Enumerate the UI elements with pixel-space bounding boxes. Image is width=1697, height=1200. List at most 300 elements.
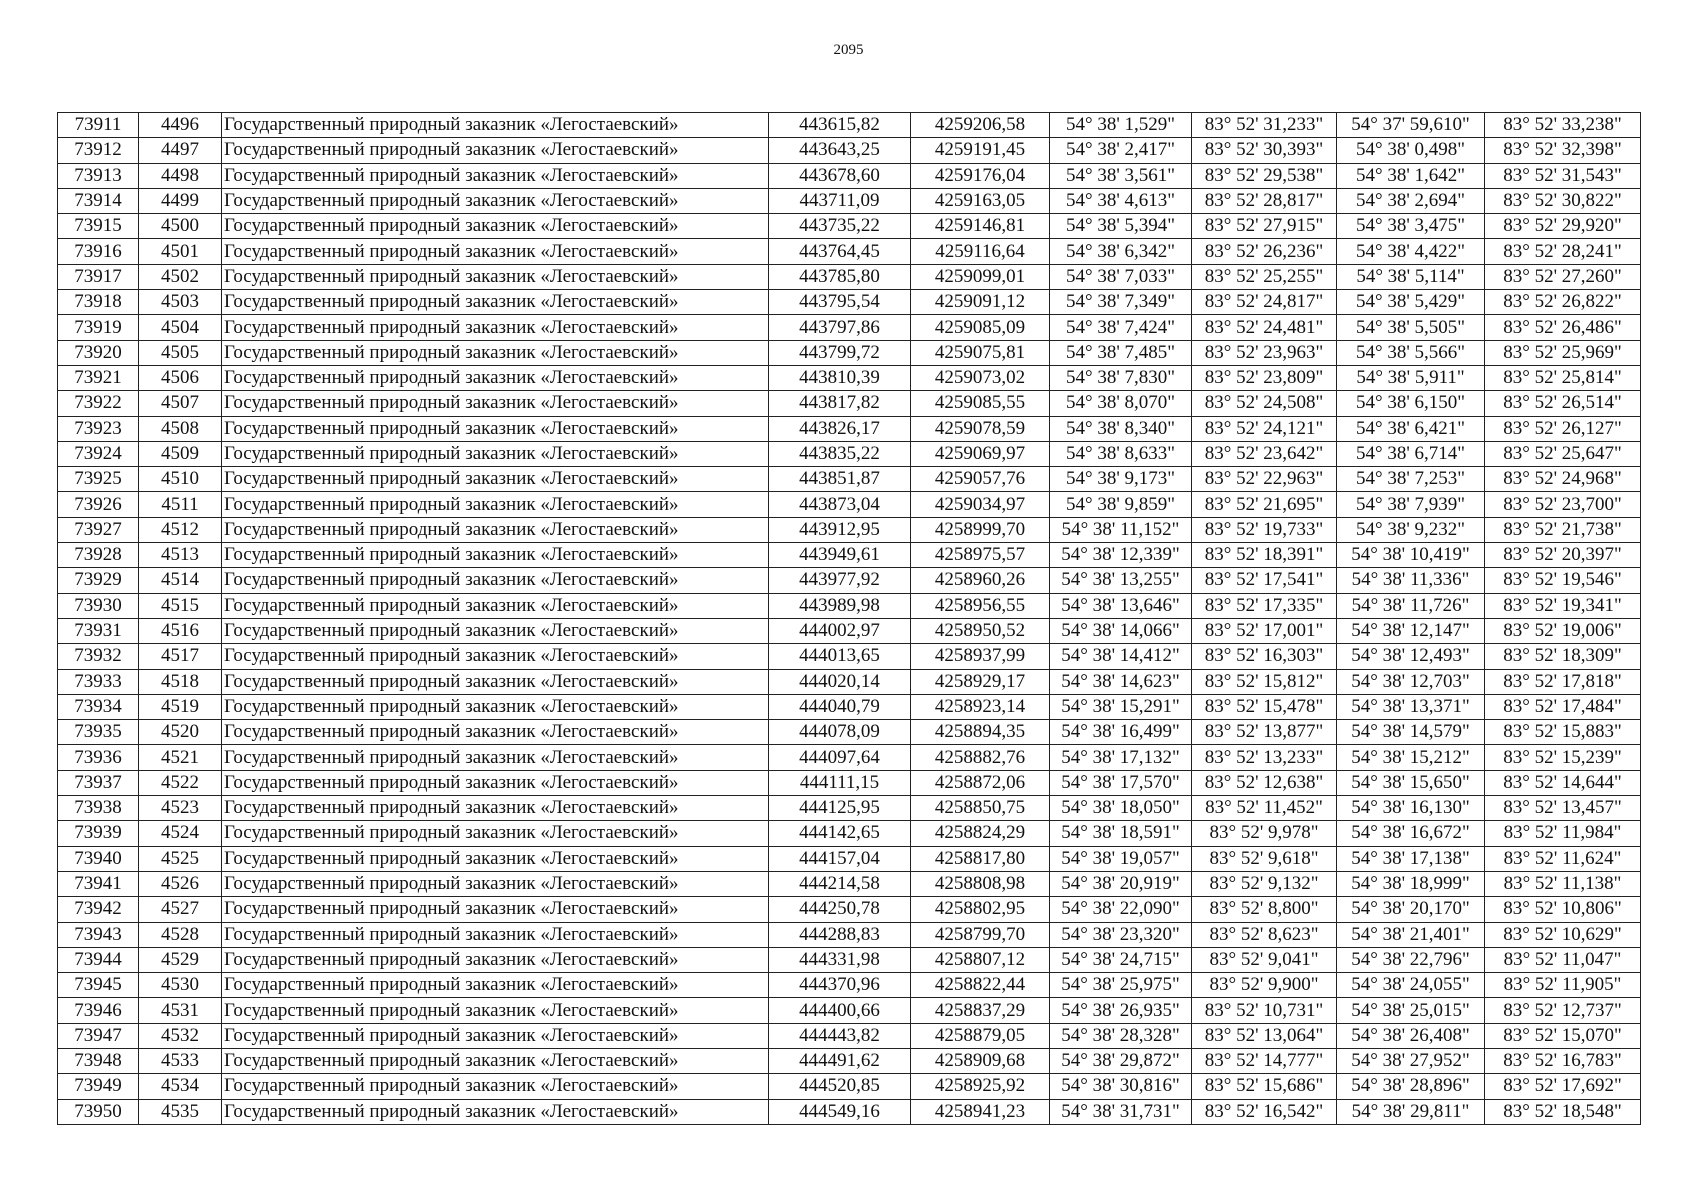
- latitude-1-cell: 54° 38' 24,715": [1050, 947, 1192, 972]
- x-coordinate-cell: 443711,09: [769, 188, 911, 213]
- point-number-cell: 4528: [139, 922, 222, 947]
- name-cell: Государственный природный заказник «Легостаевский»: [222, 593, 769, 618]
- row-number-cell: 73936: [58, 745, 139, 770]
- x-coordinate-cell: 444250,78: [769, 897, 911, 922]
- x-coordinate-cell: 443764,45: [769, 239, 911, 264]
- name-cell: Государственный природный заказник «Легостаевский»: [222, 517, 769, 542]
- name-cell: Государственный природный заказник «Легостаевский»: [222, 998, 769, 1023]
- longitude-2-cell: 83° 52' 18,548": [1485, 1099, 1641, 1124]
- row-number-cell: 73929: [58, 568, 139, 593]
- x-coordinate-cell: 444400,66: [769, 998, 911, 1023]
- row-number-cell: 73933: [58, 669, 139, 694]
- latitude-1-cell: 54° 38' 7,830": [1050, 365, 1192, 390]
- latitude-1-cell: 54° 38' 14,066": [1050, 618, 1192, 643]
- x-coordinate-cell: 443977,92: [769, 568, 911, 593]
- row-number-cell: 73925: [58, 467, 139, 492]
- name-cell: Государственный природный заказник «Легостаевский»: [222, 163, 769, 188]
- latitude-2-cell: 54° 38' 6,421": [1337, 416, 1485, 441]
- name-cell: Государственный природный заказник «Легостаевский»: [222, 720, 769, 745]
- longitude-2-cell: 83° 52' 28,241": [1485, 239, 1641, 264]
- y-coordinate-cell: 4258808,98: [911, 871, 1050, 896]
- longitude-1-cell: 83° 52' 23,963": [1192, 340, 1337, 365]
- point-number-cell: 4501: [139, 239, 222, 264]
- y-coordinate-cell: 4258807,12: [911, 947, 1050, 972]
- longitude-2-cell: 83° 52' 26,127": [1485, 416, 1641, 441]
- point-number-cell: 4500: [139, 214, 222, 239]
- point-number-cell: 4502: [139, 264, 222, 289]
- point-number-cell: 4512: [139, 517, 222, 542]
- y-coordinate-cell: 4258925,92: [911, 1074, 1050, 1099]
- latitude-2-cell: 54° 38' 5,114": [1337, 264, 1485, 289]
- x-coordinate-cell: 444040,79: [769, 694, 911, 719]
- latitude-1-cell: 54° 38' 13,646": [1050, 593, 1192, 618]
- longitude-2-cell: 83° 52' 17,818": [1485, 669, 1641, 694]
- table-row: [58, 391, 1641, 416]
- point-number-cell: 4532: [139, 1023, 222, 1048]
- row-number-cell: 73923: [58, 416, 139, 441]
- y-coordinate-cell: 4259073,02: [911, 365, 1050, 390]
- latitude-1-cell: 54° 38' 19,057": [1050, 846, 1192, 871]
- name-cell: Государственный природный заказник «Легостаевский»: [222, 1048, 769, 1073]
- table-row: [58, 441, 1641, 466]
- table-row: [58, 947, 1641, 972]
- longitude-2-cell: 83° 52' 19,006": [1485, 618, 1641, 643]
- latitude-2-cell: 54° 38' 13,371": [1337, 694, 1485, 719]
- table-row: [58, 644, 1641, 669]
- x-coordinate-cell: 444331,98: [769, 947, 911, 972]
- longitude-1-cell: 83° 52' 16,542": [1192, 1099, 1337, 1124]
- table-row: [58, 517, 1641, 542]
- name-cell: Государственный природный заказник «Легостаевский»: [222, 239, 769, 264]
- x-coordinate-cell: 443989,98: [769, 593, 911, 618]
- longitude-1-cell: 83° 52' 23,809": [1192, 365, 1337, 390]
- latitude-1-cell: 54° 38' 28,328": [1050, 1023, 1192, 1048]
- point-number-cell: 4498: [139, 163, 222, 188]
- point-number-cell: 4517: [139, 644, 222, 669]
- longitude-1-cell: 83° 52' 16,303": [1192, 644, 1337, 669]
- page-number: 2095: [833, 42, 864, 58]
- point-number-cell: 4505: [139, 340, 222, 365]
- latitude-1-cell: 54° 38' 8,070": [1050, 391, 1192, 416]
- y-coordinate-cell: 4259069,97: [911, 441, 1050, 466]
- longitude-1-cell: 83° 52' 14,777": [1192, 1048, 1337, 1073]
- latitude-1-cell: 54° 38' 3,561": [1050, 163, 1192, 188]
- table-row: [58, 163, 1641, 188]
- x-coordinate-cell: 443735,22: [769, 214, 911, 239]
- name-cell: Государственный природный заказник «Легостаевский»: [222, 1023, 769, 1048]
- row-number-cell: 73920: [58, 340, 139, 365]
- table-row: [58, 264, 1641, 289]
- name-cell: Государственный природный заказник «Легостаевский»: [222, 871, 769, 896]
- table-row: [58, 365, 1641, 390]
- point-number-cell: 4508: [139, 416, 222, 441]
- latitude-1-cell: 54° 38' 31,731": [1050, 1099, 1192, 1124]
- point-number-cell: 4497: [139, 138, 222, 163]
- longitude-1-cell: 83° 52' 13,877": [1192, 720, 1337, 745]
- table-row: [58, 593, 1641, 618]
- row-number-cell: 73913: [58, 163, 139, 188]
- coordinates-table: [57, 112, 1641, 1125]
- latitude-2-cell: 54° 38' 26,408": [1337, 1023, 1485, 1048]
- latitude-1-cell: 54° 38' 25,975": [1050, 973, 1192, 998]
- name-cell: Государственный природный заказник «Легостаевский»: [222, 315, 769, 340]
- row-number-cell: 73941: [58, 871, 139, 896]
- y-coordinate-cell: 4258950,52: [911, 618, 1050, 643]
- row-number-cell: 73922: [58, 391, 139, 416]
- longitude-2-cell: 83° 52' 15,883": [1485, 720, 1641, 745]
- latitude-2-cell: 54° 38' 28,896": [1337, 1074, 1485, 1099]
- point-number-cell: 4499: [139, 188, 222, 213]
- name-cell: Государственный природный заказник «Легостаевский»: [222, 947, 769, 972]
- latitude-1-cell: 54° 38' 2,417": [1050, 138, 1192, 163]
- longitude-2-cell: 83° 52' 23,700": [1485, 492, 1641, 517]
- x-coordinate-cell: 444370,96: [769, 973, 911, 998]
- table-row: [58, 467, 1641, 492]
- row-number-cell: 73911: [58, 113, 139, 138]
- x-coordinate-cell: 443949,61: [769, 543, 911, 568]
- row-number-cell: 73914: [58, 188, 139, 213]
- point-number-cell: 4533: [139, 1048, 222, 1073]
- longitude-1-cell: 83° 52' 15,812": [1192, 669, 1337, 694]
- y-coordinate-cell: 4259206,58: [911, 113, 1050, 138]
- latitude-1-cell: 54° 38' 17,570": [1050, 770, 1192, 795]
- row-number-cell: 73934: [58, 694, 139, 719]
- table-row: [58, 214, 1641, 239]
- longitude-2-cell: 83° 52' 10,629": [1485, 922, 1641, 947]
- row-number-cell: 73939: [58, 821, 139, 846]
- longitude-2-cell: 83° 52' 14,644": [1485, 770, 1641, 795]
- x-coordinate-cell: 444111,15: [769, 770, 911, 795]
- x-coordinate-cell: 444020,14: [769, 669, 911, 694]
- table-row: [58, 188, 1641, 213]
- latitude-1-cell: 54° 38' 13,255": [1050, 568, 1192, 593]
- name-cell: Государственный природный заказник «Легостаевский»: [222, 340, 769, 365]
- latitude-1-cell: 54° 38' 16,499": [1050, 720, 1192, 745]
- y-coordinate-cell: 4259075,81: [911, 340, 1050, 365]
- x-coordinate-cell: 443810,39: [769, 365, 911, 390]
- table-row: [58, 290, 1641, 315]
- point-number-cell: 4503: [139, 290, 222, 315]
- latitude-2-cell: 54° 38' 17,138": [1337, 846, 1485, 871]
- longitude-1-cell: 83° 52' 9,132": [1192, 871, 1337, 896]
- latitude-1-cell: 54° 38' 7,424": [1050, 315, 1192, 340]
- longitude-1-cell: 83° 52' 10,731": [1192, 998, 1337, 1023]
- point-number-cell: 4511: [139, 492, 222, 517]
- longitude-1-cell: 83° 52' 23,642": [1192, 441, 1337, 466]
- longitude-1-cell: 83° 52' 17,335": [1192, 593, 1337, 618]
- row-number-cell: 73927: [58, 517, 139, 542]
- longitude-2-cell: 83° 52' 17,484": [1485, 694, 1641, 719]
- y-coordinate-cell: 4258975,57: [911, 543, 1050, 568]
- row-number-cell: 73915: [58, 214, 139, 239]
- latitude-2-cell: 54° 38' 11,336": [1337, 568, 1485, 593]
- x-coordinate-cell: 444142,65: [769, 821, 911, 846]
- y-coordinate-cell: 4258850,75: [911, 796, 1050, 821]
- row-number-cell: 73937: [58, 770, 139, 795]
- latitude-2-cell: 54° 38' 20,170": [1337, 897, 1485, 922]
- point-number-cell: 4525: [139, 846, 222, 871]
- row-number-cell: 73912: [58, 138, 139, 163]
- y-coordinate-cell: 4258999,70: [911, 517, 1050, 542]
- y-coordinate-cell: 4258872,06: [911, 770, 1050, 795]
- y-coordinate-cell: 4259163,05: [911, 188, 1050, 213]
- name-cell: Государственный природный заказник «Легостаевский»: [222, 922, 769, 947]
- latitude-2-cell: 54° 38' 5,429": [1337, 290, 1485, 315]
- point-number-cell: 4535: [139, 1099, 222, 1124]
- name-cell: Государственный природный заказник «Легостаевский»: [222, 290, 769, 315]
- table-row: [58, 1099, 1641, 1124]
- longitude-1-cell: 83° 52' 25,255": [1192, 264, 1337, 289]
- name-cell: Государственный природный заказник «Легостаевский»: [222, 846, 769, 871]
- longitude-2-cell: 83° 52' 11,984": [1485, 821, 1641, 846]
- latitude-1-cell: 54° 38' 14,623": [1050, 669, 1192, 694]
- table-row: [58, 1048, 1641, 1073]
- row-number-cell: 73943: [58, 922, 139, 947]
- x-coordinate-cell: 443835,22: [769, 441, 911, 466]
- table-row: [58, 340, 1641, 365]
- latitude-1-cell: 54° 38' 1,529": [1050, 113, 1192, 138]
- name-cell: Государственный природный заказник «Легостаевский»: [222, 568, 769, 593]
- name-cell: Государственный природный заказник «Легостаевский»: [222, 113, 769, 138]
- latitude-2-cell: 54° 38' 29,811": [1337, 1099, 1485, 1124]
- point-number-cell: 4534: [139, 1074, 222, 1099]
- longitude-1-cell: 83° 52' 17,541": [1192, 568, 1337, 593]
- x-coordinate-cell: 444013,65: [769, 644, 911, 669]
- name-cell: Государственный природный заказник «Легостаевский»: [222, 492, 769, 517]
- point-number-cell: 4520: [139, 720, 222, 745]
- longitude-2-cell: 83° 52' 13,457": [1485, 796, 1641, 821]
- x-coordinate-cell: 444288,83: [769, 922, 911, 947]
- table-row: [58, 1074, 1641, 1099]
- longitude-1-cell: 83° 52' 9,618": [1192, 846, 1337, 871]
- x-coordinate-cell: 443817,82: [769, 391, 911, 416]
- point-number-cell: 4510: [139, 467, 222, 492]
- latitude-1-cell: 54° 38' 29,872": [1050, 1048, 1192, 1073]
- longitude-1-cell: 83° 52' 21,695": [1192, 492, 1337, 517]
- longitude-2-cell: 83° 52' 11,138": [1485, 871, 1641, 896]
- name-cell: Государственный природный заказник «Легостаевский»: [222, 138, 769, 163]
- point-number-cell: 4524: [139, 821, 222, 846]
- name-cell: Государственный природный заказник «Легостаевский»: [222, 1074, 769, 1099]
- y-coordinate-cell: 4258879,05: [911, 1023, 1050, 1048]
- table-row: [58, 669, 1641, 694]
- table-row: [58, 897, 1641, 922]
- latitude-1-cell: 54° 38' 23,320": [1050, 922, 1192, 947]
- latitude-2-cell: 54° 38' 4,422": [1337, 239, 1485, 264]
- longitude-2-cell: 83° 52' 15,070": [1485, 1023, 1641, 1048]
- name-cell: Государственный природный заказник «Легостаевский»: [222, 214, 769, 239]
- name-cell: Государственный природный заказник «Легостаевский»: [222, 188, 769, 213]
- table-row: [58, 315, 1641, 340]
- point-number-cell: 4496: [139, 113, 222, 138]
- y-coordinate-cell: 4258837,29: [911, 998, 1050, 1023]
- latitude-1-cell: 54° 38' 8,633": [1050, 441, 1192, 466]
- name-cell: Государственный природный заказник «Легостаевский»: [222, 416, 769, 441]
- table-row: [58, 720, 1641, 745]
- y-coordinate-cell: 4258941,23: [911, 1099, 1050, 1124]
- x-coordinate-cell: 443912,95: [769, 517, 911, 542]
- y-coordinate-cell: 4259116,64: [911, 239, 1050, 264]
- x-coordinate-cell: 443851,87: [769, 467, 911, 492]
- x-coordinate-cell: 444520,85: [769, 1074, 911, 1099]
- longitude-2-cell: 83° 52' 30,822": [1485, 188, 1641, 213]
- latitude-2-cell: 54° 38' 11,726": [1337, 593, 1485, 618]
- latitude-1-cell: 54° 38' 26,935": [1050, 998, 1192, 1023]
- y-coordinate-cell: 4258956,55: [911, 593, 1050, 618]
- latitude-1-cell: 54° 38' 9,173": [1050, 467, 1192, 492]
- latitude-1-cell: 54° 38' 6,342": [1050, 239, 1192, 264]
- latitude-2-cell: 54° 38' 10,419": [1337, 543, 1485, 568]
- latitude-1-cell: 54° 38' 20,919": [1050, 871, 1192, 896]
- longitude-1-cell: 83° 52' 24,817": [1192, 290, 1337, 315]
- longitude-2-cell: 83° 52' 25,647": [1485, 441, 1641, 466]
- name-cell: Государственный природный заказник «Легостаевский»: [222, 897, 769, 922]
- y-coordinate-cell: 4259085,09: [911, 315, 1050, 340]
- latitude-2-cell: 54° 38' 16,130": [1337, 796, 1485, 821]
- y-coordinate-cell: 4259078,59: [911, 416, 1050, 441]
- table-body: [58, 113, 1641, 1125]
- y-coordinate-cell: 4259191,45: [911, 138, 1050, 163]
- latitude-2-cell: 54° 38' 5,566": [1337, 340, 1485, 365]
- point-number-cell: 4515: [139, 593, 222, 618]
- latitude-1-cell: 54° 38' 18,050": [1050, 796, 1192, 821]
- row-number-cell: 73924: [58, 441, 139, 466]
- row-number-cell: 73930: [58, 593, 139, 618]
- longitude-2-cell: 83° 52' 32,398": [1485, 138, 1641, 163]
- longitude-2-cell: 83° 52' 26,486": [1485, 315, 1641, 340]
- x-coordinate-cell: 443795,54: [769, 290, 911, 315]
- longitude-1-cell: 83° 52' 17,001": [1192, 618, 1337, 643]
- latitude-2-cell: 54° 38' 1,642": [1337, 163, 1485, 188]
- row-number-cell: 73946: [58, 998, 139, 1023]
- longitude-1-cell: 83° 52' 29,538": [1192, 163, 1337, 188]
- name-cell: Государственный природный заказник «Легостаевский»: [222, 973, 769, 998]
- name-cell: Государственный природный заказник «Легостаевский»: [222, 796, 769, 821]
- table-row: [58, 846, 1641, 871]
- latitude-2-cell: 54° 38' 27,952": [1337, 1048, 1485, 1073]
- row-number-cell: 73940: [58, 846, 139, 871]
- latitude-1-cell: 54° 38' 12,339": [1050, 543, 1192, 568]
- y-coordinate-cell: 4259057,76: [911, 467, 1050, 492]
- latitude-2-cell: 54° 38' 14,579": [1337, 720, 1485, 745]
- longitude-1-cell: 83° 52' 12,638": [1192, 770, 1337, 795]
- name-cell: Государственный природный заказник «Легостаевский»: [222, 543, 769, 568]
- point-number-cell: 4519: [139, 694, 222, 719]
- latitude-2-cell: 54° 38' 5,911": [1337, 365, 1485, 390]
- longitude-2-cell: 83° 52' 20,397": [1485, 543, 1641, 568]
- longitude-1-cell: 83° 52' 24,121": [1192, 416, 1337, 441]
- table-row: [58, 618, 1641, 643]
- y-coordinate-cell: 4259146,81: [911, 214, 1050, 239]
- name-cell: Государственный природный заказник «Легостаевский»: [222, 391, 769, 416]
- table-row: [58, 998, 1641, 1023]
- row-number-cell: 73916: [58, 239, 139, 264]
- longitude-2-cell: 83° 52' 10,806": [1485, 897, 1641, 922]
- table-row: [58, 796, 1641, 821]
- x-coordinate-cell: 444157,04: [769, 846, 911, 871]
- row-number-cell: 73919: [58, 315, 139, 340]
- table-row: [58, 416, 1641, 441]
- point-number-cell: 4531: [139, 998, 222, 1023]
- latitude-1-cell: 54° 38' 7,349": [1050, 290, 1192, 315]
- table-row: [58, 770, 1641, 795]
- longitude-2-cell: 83° 52' 27,260": [1485, 264, 1641, 289]
- longitude-2-cell: 83° 52' 31,543": [1485, 163, 1641, 188]
- latitude-2-cell: 54° 38' 9,232": [1337, 517, 1485, 542]
- row-number-cell: 73935: [58, 720, 139, 745]
- row-number-cell: 73950: [58, 1099, 139, 1124]
- latitude-1-cell: 54° 38' 8,340": [1050, 416, 1192, 441]
- x-coordinate-cell: 443678,60: [769, 163, 911, 188]
- longitude-1-cell: 83° 52' 27,915": [1192, 214, 1337, 239]
- longitude-1-cell: 83° 52' 11,452": [1192, 796, 1337, 821]
- table-row: [58, 922, 1641, 947]
- name-cell: Государственный природный заказник «Легостаевский»: [222, 821, 769, 846]
- row-number-cell: 73917: [58, 264, 139, 289]
- row-number-cell: 73947: [58, 1023, 139, 1048]
- x-coordinate-cell: 444078,09: [769, 720, 911, 745]
- table-row: [58, 543, 1641, 568]
- latitude-2-cell: 54° 38' 12,493": [1337, 644, 1485, 669]
- latitude-1-cell: 54° 38' 18,591": [1050, 821, 1192, 846]
- y-coordinate-cell: 4258960,26: [911, 568, 1050, 593]
- y-coordinate-cell: 4259091,12: [911, 290, 1050, 315]
- longitude-2-cell: 83° 52' 26,514": [1485, 391, 1641, 416]
- latitude-2-cell: 54° 38' 7,253": [1337, 467, 1485, 492]
- table-row: [58, 973, 1641, 998]
- longitude-2-cell: 83° 52' 19,341": [1485, 593, 1641, 618]
- table-row: [58, 694, 1641, 719]
- longitude-1-cell: 83° 52' 24,481": [1192, 315, 1337, 340]
- point-number-cell: 4506: [139, 365, 222, 390]
- x-coordinate-cell: 444125,95: [769, 796, 911, 821]
- name-cell: Государственный природный заказник «Легостаевский»: [222, 770, 769, 795]
- latitude-2-cell: 54° 38' 22,796": [1337, 947, 1485, 972]
- name-cell: Государственный природный заказник «Легостаевский»: [222, 644, 769, 669]
- point-number-cell: 4523: [139, 796, 222, 821]
- longitude-1-cell: 83° 52' 31,233": [1192, 113, 1337, 138]
- x-coordinate-cell: 444491,62: [769, 1048, 911, 1073]
- y-coordinate-cell: 4259085,55: [911, 391, 1050, 416]
- longitude-1-cell: 83° 52' 9,978": [1192, 821, 1337, 846]
- y-coordinate-cell: 4258923,14: [911, 694, 1050, 719]
- longitude-2-cell: 83° 52' 11,624": [1485, 846, 1641, 871]
- y-coordinate-cell: 4258882,76: [911, 745, 1050, 770]
- point-number-cell: 4516: [139, 618, 222, 643]
- name-cell: Государственный природный заказник «Легостаевский»: [222, 441, 769, 466]
- longitude-2-cell: 83° 52' 16,783": [1485, 1048, 1641, 1073]
- longitude-1-cell: 83° 52' 26,236": [1192, 239, 1337, 264]
- y-coordinate-cell: 4258894,35: [911, 720, 1050, 745]
- latitude-2-cell: 54° 38' 16,672": [1337, 821, 1485, 846]
- latitude-1-cell: 54° 38' 30,816": [1050, 1074, 1192, 1099]
- y-coordinate-cell: 4258799,70: [911, 922, 1050, 947]
- table-row: [58, 492, 1641, 517]
- table-row: [58, 745, 1641, 770]
- longitude-2-cell: 83° 52' 19,546": [1485, 568, 1641, 593]
- latitude-2-cell: 54° 38' 25,015": [1337, 998, 1485, 1023]
- point-number-cell: 4518: [139, 669, 222, 694]
- row-number-cell: 73928: [58, 543, 139, 568]
- y-coordinate-cell: 4259034,97: [911, 492, 1050, 517]
- x-coordinate-cell: 443826,17: [769, 416, 911, 441]
- longitude-1-cell: 83° 52' 15,478": [1192, 694, 1337, 719]
- name-cell: Государственный природный заказник «Легостаевский»: [222, 467, 769, 492]
- longitude-2-cell: 83° 52' 11,905": [1485, 973, 1641, 998]
- name-cell: Государственный природный заказник «Легостаевский»: [222, 745, 769, 770]
- x-coordinate-cell: 444443,82: [769, 1023, 911, 1048]
- latitude-1-cell: 54° 38' 11,152": [1050, 517, 1192, 542]
